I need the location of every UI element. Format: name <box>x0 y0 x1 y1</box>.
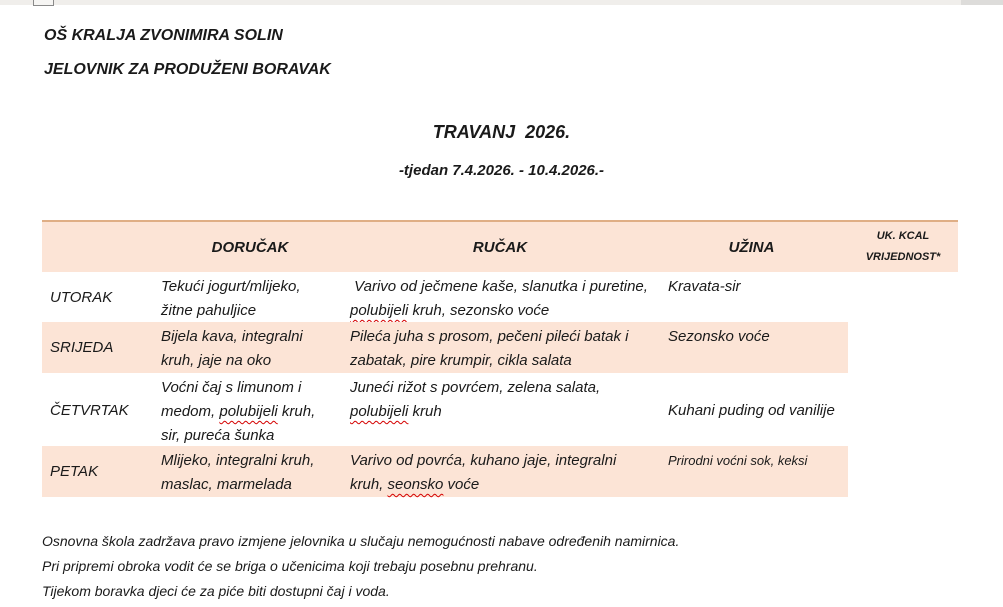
text-line <box>350 376 655 400</box>
text-line <box>668 399 848 423</box>
text-line <box>350 325 655 349</box>
scrollbar-fragment <box>961 0 1003 5</box>
text-line <box>161 400 345 424</box>
lunch-cell <box>345 373 655 448</box>
kcal-cell <box>848 322 958 373</box>
text-line <box>668 275 848 299</box>
misspelled-word: polubijeli <box>350 302 409 319</box>
document-subtitle: JELOVNIK ZA PRODUŽENI BORAVAK <box>44 61 331 78</box>
text-run: kruh, <box>277 403 316 420</box>
window-top-strip <box>0 0 1003 5</box>
text-run: žitne pahuljice <box>161 302 257 319</box>
breakfast-cell <box>155 322 345 373</box>
month-title: TRAVANJ 2026. <box>432 122 571 142</box>
kcal-cell <box>848 272 958 323</box>
text-run: Prirodni voćni sok, keksi <box>668 453 808 468</box>
day-cell: ČETVRTAK <box>50 401 129 419</box>
text-run: Voćni čaj s limunom i <box>161 379 302 396</box>
text-line <box>161 473 345 497</box>
text-line <box>350 449 655 473</box>
text-run: sir, pureća šunka <box>161 427 275 444</box>
text-run: maslac, marmelada <box>161 476 292 493</box>
table-row <box>42 322 958 373</box>
lunch-cell <box>345 446 655 497</box>
text-run: kruh, jaje na oko <box>161 352 272 369</box>
text-run: kruh, <box>350 476 388 493</box>
day-cell: PETAK <box>42 446 155 497</box>
misspelled-word: polubijeli <box>219 403 278 420</box>
text-run: medom, <box>161 403 220 420</box>
text-line <box>161 275 345 299</box>
text-run: kruh, sezonsko voće <box>408 302 550 319</box>
text-line <box>161 325 345 349</box>
breakfast-cell <box>155 373 345 448</box>
text-run: Pileća juha s prosom, pečeni pileći batak i <box>350 328 629 345</box>
table-row <box>42 373 958 446</box>
week-range: -tjedan 7.4.2026. - 10.4.2026.- <box>398 162 605 179</box>
school-name: OŠ KRALJA ZVONIMIRA SOLIN <box>44 27 283 44</box>
snack-cell <box>655 322 848 373</box>
kcal-cell <box>848 446 958 497</box>
header-snack: UŽINA <box>728 238 775 256</box>
text-run: Varivo od ječmene kaše, slanutka i puretine, <box>350 278 648 295</box>
footer-note: Pri pripremi obroka vodit će se briga o učenicima koji trebaju posebnu prehranu. <box>42 558 538 574</box>
text-run: Kravata-sir <box>668 278 741 295</box>
page-edge-marker <box>33 0 54 6</box>
text-line <box>161 349 345 373</box>
text-run: Bijela kava, integralni <box>161 328 303 345</box>
kcal-cell <box>848 373 958 448</box>
text-line <box>161 449 345 473</box>
footer-note: Osnovna škola zadržava pravo izmjene jelovnika u slučaju nemogućnosti nabave određenih namirnica. <box>42 533 680 549</box>
text-line <box>350 400 655 424</box>
footer-note: Tijekom boravka djeci će za piće biti dostupni čaj i voda. <box>42 583 390 599</box>
text-run: kruh <box>408 403 442 420</box>
misspelled-word: polubijeli <box>350 403 409 420</box>
table-header-row <box>42 220 958 272</box>
text-run: Sezonsko voće <box>668 328 770 345</box>
breakfast-cell <box>155 446 345 497</box>
lunch-cell <box>345 322 655 373</box>
text-run: Juneći rižot s povrćem, zelena salata, <box>350 379 601 396</box>
text-line <box>350 473 655 497</box>
table-row <box>42 272 958 322</box>
text-line <box>161 299 345 323</box>
text-run: zabatak, pire krumpir, cikla salata <box>350 352 572 369</box>
text-run: voće <box>443 476 480 493</box>
snack-cell <box>655 373 848 448</box>
menu-table-body <box>42 272 958 497</box>
text-line <box>668 325 848 349</box>
text-line <box>161 424 345 448</box>
text-line <box>350 349 655 373</box>
footer-notes <box>42 529 679 604</box>
text-run: Varivo od povrća, kuhano jaje, integralni <box>350 452 617 469</box>
text-line <box>668 449 848 473</box>
text-line <box>161 376 345 400</box>
misspelled-word: seonsko <box>387 476 444 493</box>
header-day <box>42 222 155 272</box>
header-breakfast: DORUČAK <box>211 238 289 256</box>
header-lunch: RUČAK <box>472 238 528 256</box>
snack-cell <box>655 272 848 323</box>
text-run: Kuhani puding od vanilije <box>668 401 835 419</box>
menu-table <box>42 220 958 497</box>
table-row <box>42 446 958 497</box>
day-cell: UTORAK <box>50 288 113 306</box>
header-kcal: UK. KCAL VRIJEDNOST* <box>865 230 941 263</box>
text-line <box>350 299 655 323</box>
text-line <box>350 275 655 299</box>
snack-cell <box>655 446 848 497</box>
breakfast-cell <box>155 272 345 323</box>
text-run: Mlijeko, integralni kruh, <box>161 452 315 469</box>
text-run: Tekući jogurt/mlijeko, <box>161 278 301 295</box>
lunch-cell <box>345 272 655 323</box>
day-cell: SRIJEDA <box>42 322 155 373</box>
